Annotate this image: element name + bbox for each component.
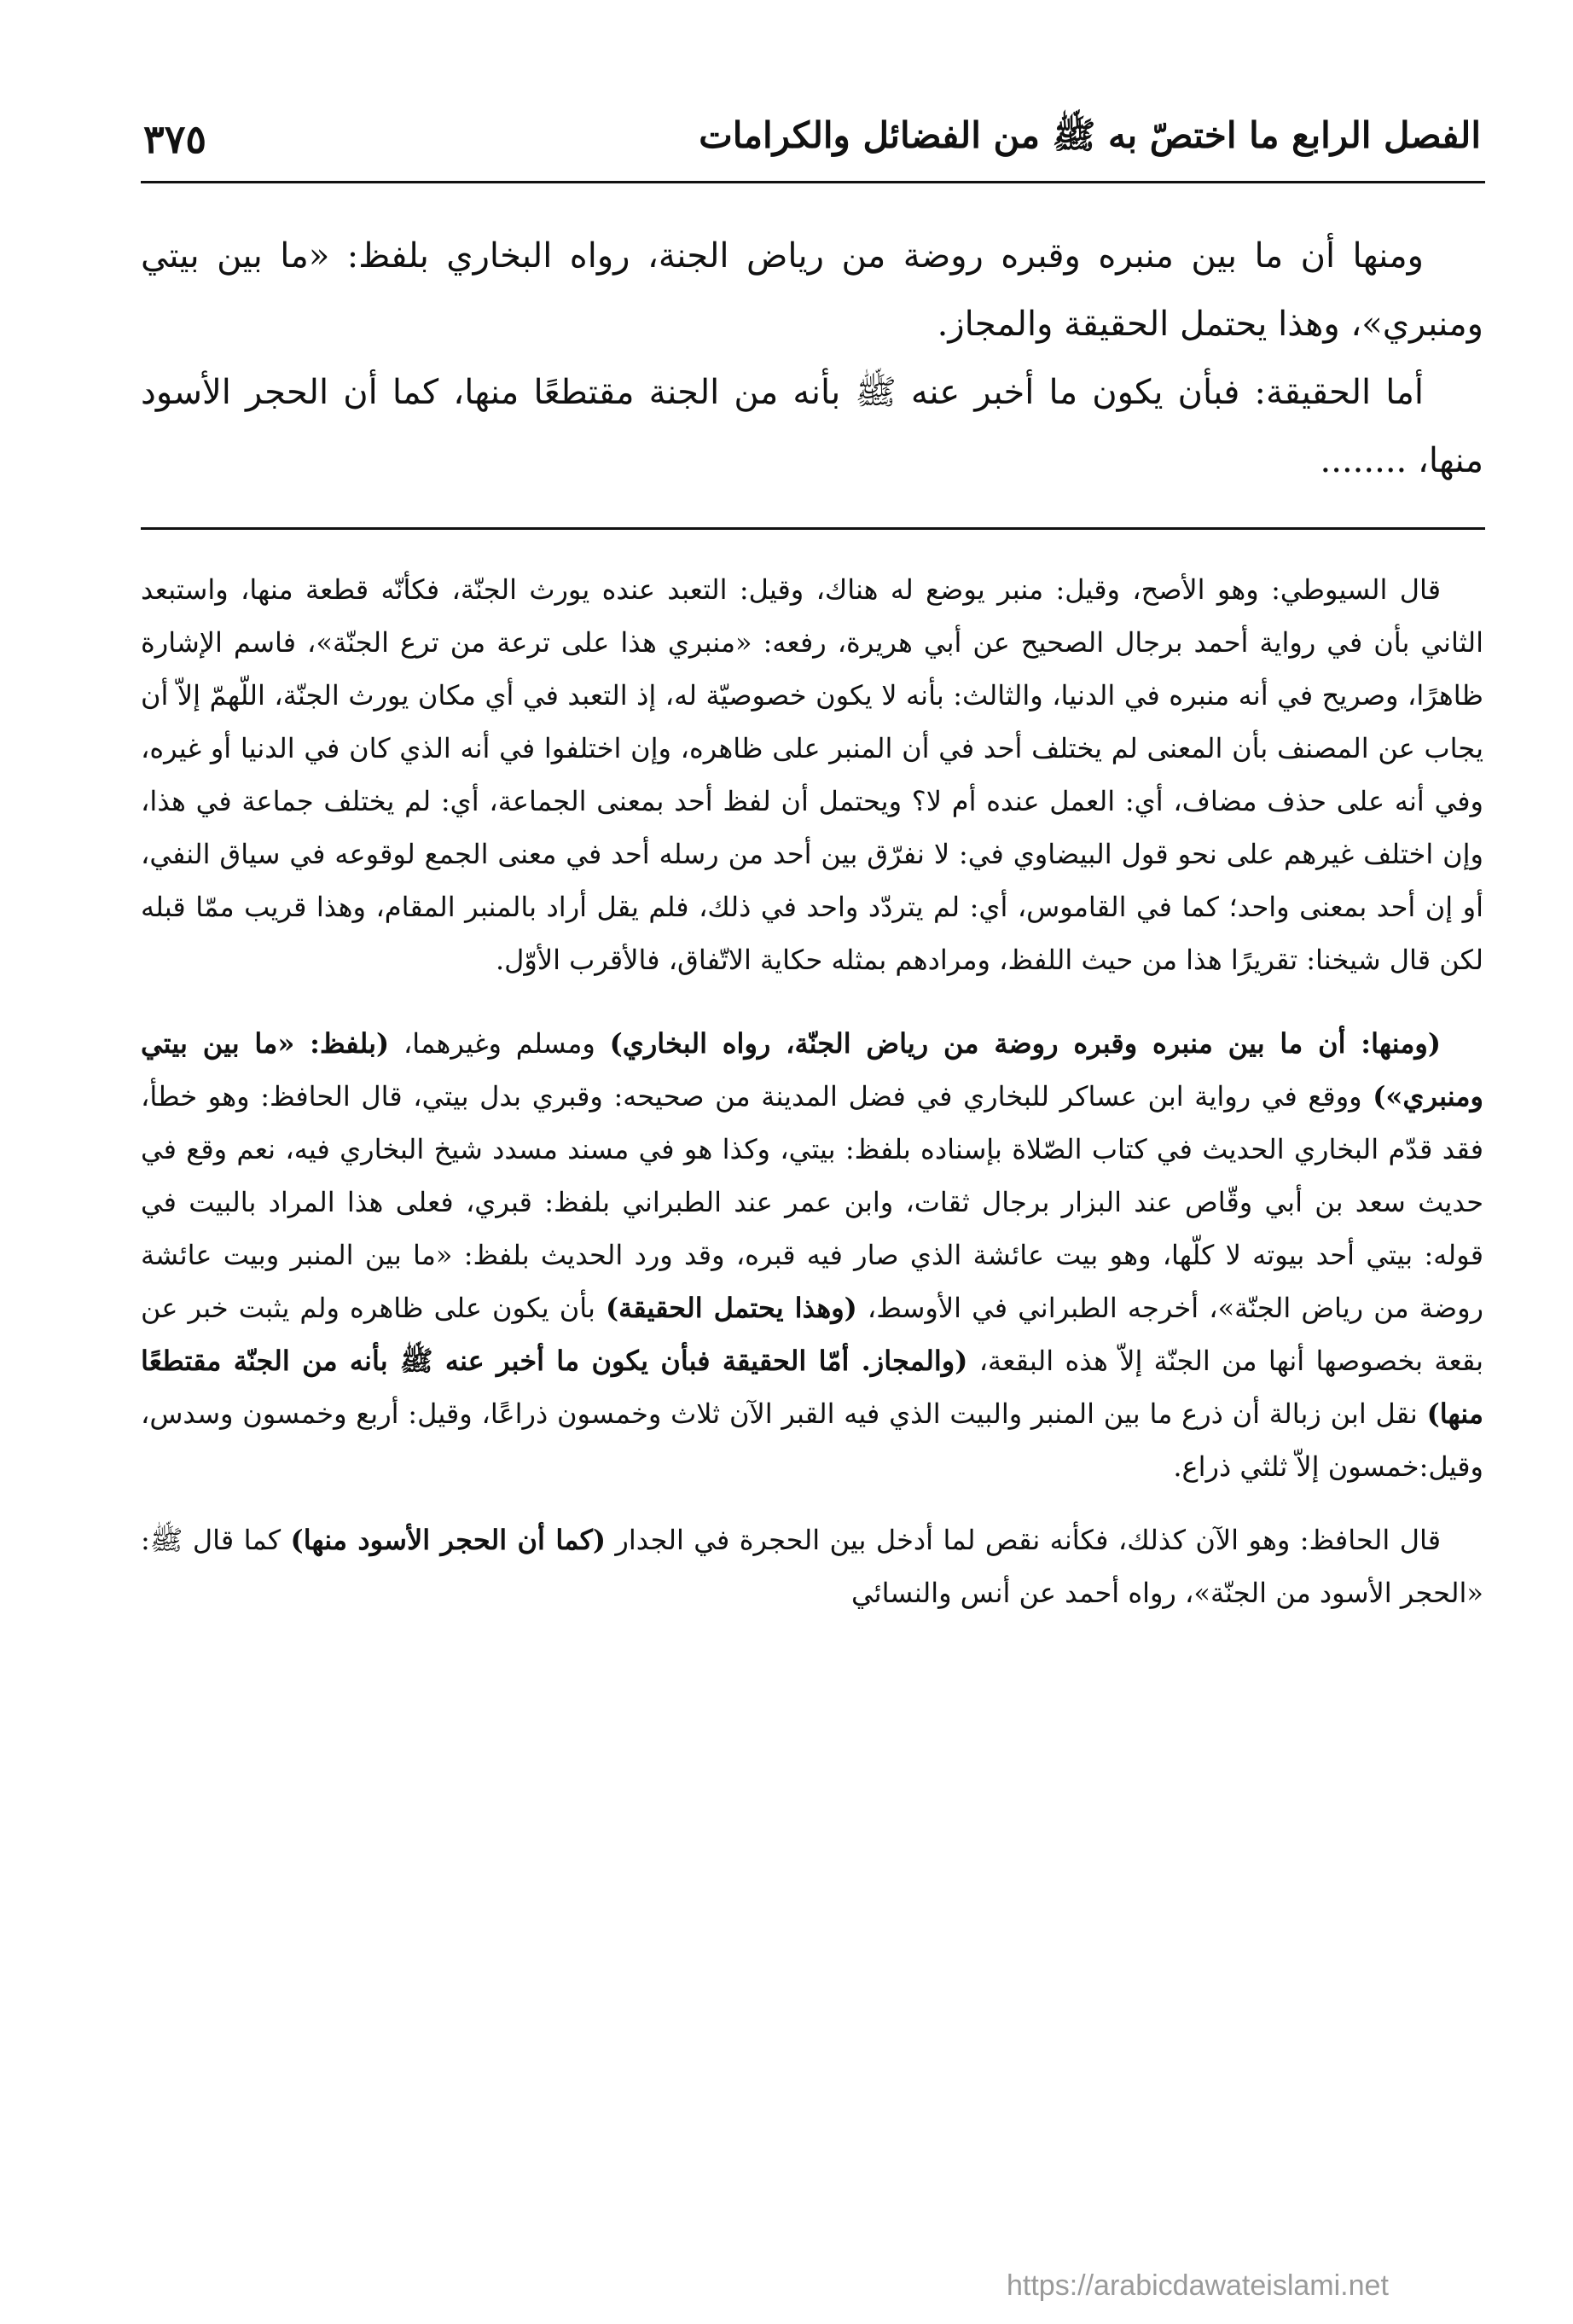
quoted-matn: (وهذا يحتمل الحقيقة): [605, 1292, 857, 1324]
header-rule: [141, 181, 1485, 183]
quoted-matn: (ومنها: أن ما بين منبره وقبره روضة من رياض الجنّة، رواه البخاري): [609, 1027, 1442, 1060]
commentary-text-span: بأن يكون على ظاهره ولم يثبت خبر عن بقعة بخصوصها أنها من الجنّة إلاّ هذه البقعة،: [141, 1292, 1484, 1377]
watermark-url: https://arabicdawateislami.net: [1007, 2269, 1389, 2302]
commentary-text-span: قال الحافظ: وهو الآن كذلك، فكأنه نقص لما أدخل بين الحجرة في الجدار: [605, 1524, 1442, 1556]
main-paragraph-2: [141, 358, 1483, 495]
commentary-paragraph-2: [141, 1017, 1483, 1493]
main-text: [141, 222, 1483, 495]
commentary-paragraph-3: [141, 1514, 1483, 1619]
page-number: ٣٧٥: [143, 116, 207, 162]
chapter-title: الفصل الرابع ما اختصّ به ﷺ من الفضائل والكرامات: [699, 113, 1481, 156]
page-header: [143, 101, 1481, 177]
commentary-paragraph-1: قال السيوطي: وهو الأصح، وقيل: منبر يوضع له هناك، وقيل: التعبد عنده يورث الجنّة، فكأنّه قطعة منها، واستبعد الثاني بأن في رواية أحمد برجال الصحيح عن أبي هريرة، رفعه: «منبري هذا على ترعة من ترع الجنّة»، فاسم الإشارة ظاهرًا، وصريح في أنه منبره في الدنيا، والثالث: بأنه لا يكون خصوصيّة له، إذ التعبد في أي مكان يورث الجنّة، اللّهمّ إلاّ أن يجاب عن المصنف بأن المعنى لم يختلف أحد في أن المنبر على ظاهره، وإن اختلفوا في أنه الذي كان في الدنيا أو غيره، وفي أنه على حذف مضاف، أي: العمل عنده أم لا؟ ويحتمل أن لفظ أحد بمعنى الجماعة، أي: لم يختلف جماعة في هذا، وإن اختلف غيرهم على نحو قول البيضاوي في: لا نفرّق بين أحد من رسله أحد في معنى الجمع لوقوعه في سياق النفي، أو إن أحد بمعنى واحد؛ كما في القاموس، أي: لم يتردّد واحد في ذلك، فلم يقل أراد بالمنبر المقام، وهذا قريب ممّا قبله لكن قال شيخنا: تقريرًا هذا من حيث اللفظ، ومرادهم بمثله حكاية الاتّفاق، فالأقرب الأوّل.: [141, 573, 1484, 976]
ellipsis-dots: ........: [1320, 441, 1408, 480]
commentary-text: [141, 563, 1483, 1640]
main-paragraph-1: ومنها أن ما بين منبره وقبره روضة من رياض الجنة، رواه البخاري بلفظ: «ما بين بيتي ومنبري»، وهذا يحتمل الحقيقة والمجاز.: [141, 236, 1483, 344]
commentary-text-span: ومسلم وغيرهما،: [389, 1027, 610, 1060]
commentary-text-span: ووقع في رواية ابن عساكر للبخاري في فضل المدينة من صحيحه: وقبري بدل بيتي، قال الحافظ: وهو خطأ، فقد قدّم البخاري الحديث في كتاب الصّلاة بإسناده بلفظ: بيتي، وكذا هو في مسند مسدد شيخ البخاري فيه، نعم وقع في حديث سعد بن أبي وقّاص عند البزار برجال ثقات، وابن عمر عند الطبراني بلفظ: قبري، فعلى هذا المراد بالبيت في قوله: بيتي أحد بيوته لا كلّها، وهو بيت عائشة الذي صار فيه قبره، وقد ورد الحديث بلفظ: «ما بين المنبر وبيت عائشة روضة من رياض الجنّة»، أخرجه الطبراني في الأوسط،: [141, 1080, 1484, 1324]
commentary-text-span: كما قال ﷺ: «الحجر الأسود من الجنّة»، رواه أحمد عن أنس والنسائي: [141, 1524, 1483, 1609]
quoted-matn: (والمجاز. أمّا الحقيقة فبأن يكون ما أخبر عنه ﷺ بأنه من الجنّة مقتطعًا منها): [141, 1345, 1483, 1430]
main-paragraph-2-text: أما الحقيقة: فبأن يكون ما أخبر عنه ﷺ بأنه من الجنة مقتطعًا منها، كما أن الحجر الأسود منها،: [141, 373, 1483, 480]
commentary-text-span: نقل ابن زبالة أن ذرع ما بين المنبر والبيت الذي فيه القبر الآن ثلاث وخمسون ذراعًا، وقيل: أربع وخمسون وسدس، وقيل:خمسون إلاّ ثلثي ذراع.: [141, 1397, 1483, 1483]
quoted-matn: (بلفظ: «ما بين بيتي ومنبري»): [141, 1027, 1483, 1113]
commentary-separator: [141, 527, 1485, 530]
quoted-matn: (كما أن الحجر الأسود منها): [290, 1524, 606, 1556]
